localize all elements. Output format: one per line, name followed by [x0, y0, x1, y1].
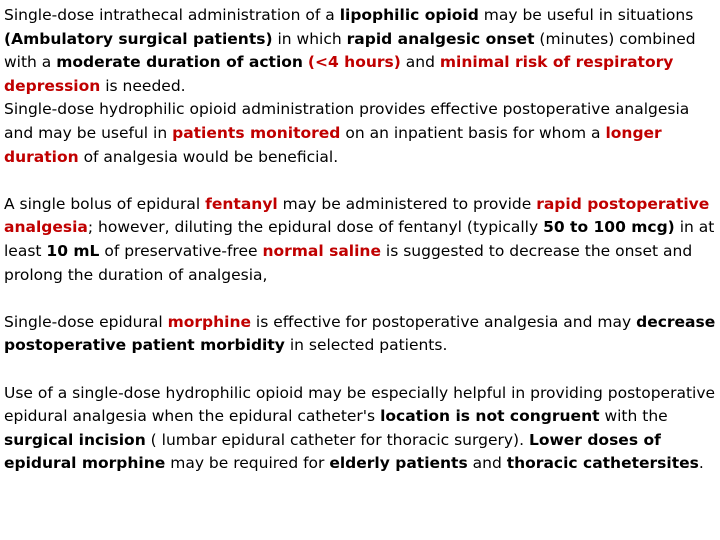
text-run: in at least — [4, 218, 715, 260]
highlighted-term: minimal risk of respiratory depression — [4, 53, 674, 95]
text-run: with the — [599, 407, 668, 426]
text-run: Single-dose epidural — [4, 312, 168, 331]
paragraph-hydrophilic-epidural — [4, 382, 716, 476]
paragraph-epidural-fentanyl — [4, 193, 716, 287]
text-run: in selected patients. — [284, 336, 448, 355]
bold-term: 50 to 100 mcg) — [543, 218, 675, 237]
bold-term: rapid analgesic onset — [346, 29, 535, 48]
text-run: is effective for postoperative analgesia and may — [251, 312, 637, 331]
text-run: A single bolus of epidural — [4, 194, 206, 213]
text-run: (minutes) combined with a — [4, 29, 696, 72]
document-body — [4, 4, 716, 476]
bold-term: thoracic cathetersites — [506, 454, 699, 473]
text-run: ; however, diluting the epidural dose of fentanyl (typically — [87, 218, 544, 237]
bold-term: (Ambulatory surgical patients) — [4, 29, 273, 48]
bold-term: 10 mL — [46, 241, 100, 260]
text-run: of preservative-free — [99, 241, 263, 260]
text-run: may be required for — [165, 454, 330, 473]
bold-term: surgical incision — [4, 430, 146, 449]
text-run: is needed. — [100, 76, 186, 95]
paragraph-intrathecal-lipophilic — [4, 4, 716, 98]
highlighted-term: (<4 hours) — [307, 53, 401, 72]
highlighted-term: patients monitored — [172, 123, 341, 142]
bold-term: lipophilic opioid — [339, 6, 479, 24]
text-run: on an inpatient basis for whom a — [340, 123, 606, 142]
highlighted-term: fentanyl — [205, 194, 278, 213]
text-run: in which — [272, 29, 347, 48]
highlighted-term: normal saline — [262, 241, 381, 260]
bold-term: decrease postoperative patient morbidity — [4, 312, 716, 355]
text-run: Use of a single-dose hydrophilic opioid may be especially helpful in providing postoperative epidural analgesia when the epidural catheter's — [4, 383, 716, 426]
text-run: ( lumbar epidural catheter for thoracic surgery). — [145, 430, 529, 449]
paragraph-epidural-morphine — [4, 311, 716, 358]
text-run: . — [698, 454, 704, 473]
highlighted-term: longer duration — [4, 123, 662, 166]
bold-term: moderate duration of action — [56, 53, 303, 72]
text-run: and — [467, 454, 507, 473]
text-run: may be useful in situations — [478, 6, 694, 24]
text-run: Single-dose intrathecal administration of a — [4, 6, 340, 24]
highlighted-term: rapid postoperative analgesia — [4, 194, 710, 237]
bold-term: location is not congruent — [380, 407, 600, 426]
text-run: and — [400, 53, 440, 72]
bold-term: elderly patients — [329, 454, 468, 473]
text-run: Single-dose hydrophilic opioid administration provides effective postoperative analgesia and may be useful in — [4, 100, 690, 142]
text-run: of analgesia would be beneficial. — [78, 147, 339, 166]
text-run: is suggested to decrease the onset and prolong the duration of analgesia, — [4, 241, 693, 284]
paragraph-intrathecal-hydrophilic — [4, 98, 716, 169]
text-run: may be administered to provide — [277, 194, 537, 213]
highlighted-term: morphine — [167, 312, 251, 331]
bold-term: Lower doses of epidural morphine — [4, 430, 661, 473]
